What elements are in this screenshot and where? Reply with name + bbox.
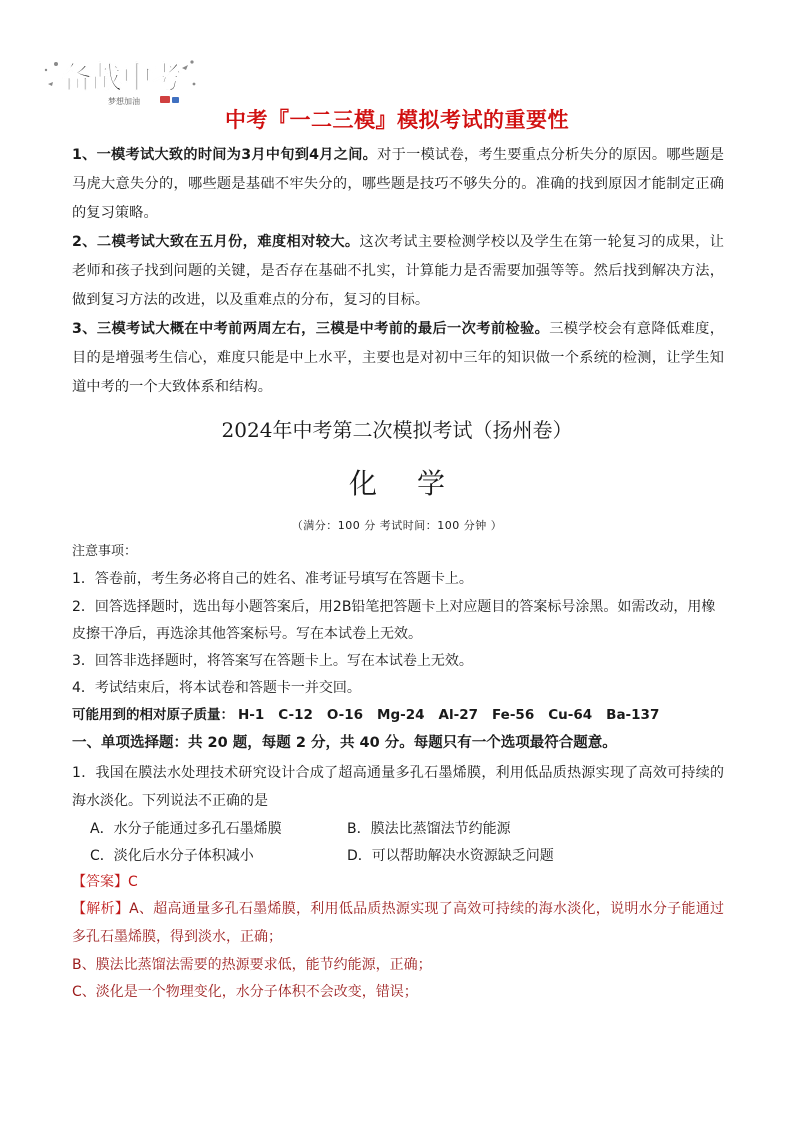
promo-title: 中考『一二三模』模拟考试的重要性: [225, 108, 569, 132]
atomic-mass: Al-27: [438, 707, 478, 723]
promo-item-lead: 1、一模考试大致的时间为3月中旬到4月之间。: [72, 147, 378, 163]
analysis-text: A、超高通量多孔石墨烯膜，利用低品质热源实现了高效可持续的海水淡化，说明水分子能通过多孔石墨烯膜，得到淡水，正确；: [72, 901, 725, 945]
note-item: 2．回答选择题时，选出每小题答案后，用2B铅笔把答题卡上对应题目的答案标号涂黑。如需改动，用橡: [72, 599, 716, 615]
exam-title: 2024年中考第二次模拟考试（扬州卷）: [221, 418, 573, 442]
atomic-mass: H-1: [238, 707, 265, 723]
exam-meta: （满分：100 分 考试时间：100 分钟 ）: [291, 519, 503, 532]
analysis-line: C、淡化是一个物理变化，水分子体积不会改变，错误；: [72, 984, 418, 1000]
atomic-mass: Cu-64: [548, 707, 593, 723]
atomic-mass: O-16: [326, 707, 364, 723]
section-heading-text: 选项最符合题意。: [500, 735, 617, 751]
section-heading: [72, 733, 732, 753]
atomic-masses: [72, 705, 732, 725]
section-heading-emphasis: 一个: [471, 735, 501, 751]
option-b: B．膜法比蒸馏法节约能源: [347, 821, 511, 837]
note-item: 4．考试结束后，将本试卷和答题卡一并交回。: [72, 680, 361, 696]
option-a: A．水分子能通过多孔石墨烯膜: [90, 821, 282, 837]
exam-subject-char: 化: [348, 467, 377, 500]
note-item: 皮擦干净后，再选涂其他答案标号。写在本试卷上无效。: [72, 626, 422, 642]
promo-item-lead: 2、二模考试大致在五月份，难度相对较大。: [72, 234, 360, 250]
notes-heading: 注意事项：: [72, 544, 138, 559]
logo-caption: 梦想加油: [108, 97, 140, 106]
option-c: C．淡化后水分子体积减小: [90, 848, 254, 864]
atomic-mass: Ba-137: [606, 707, 660, 723]
analysis-line: B、膜法比蒸馏法需要的热源要求低，能节约能源，正确；: [72, 957, 432, 973]
atomic-mass: Mg-24: [377, 707, 425, 723]
promo-item-2: [72, 228, 724, 315]
atomic-mass: Fe-56: [492, 707, 535, 723]
logo-text: 备战中考: [62, 61, 182, 96]
promo-item-body: 对于一模试卷，考生要重点分析失分的原因。哪些题是马虎大意失分的，哪些题是基础不牢失分的，哪些题是技巧不够失分的。准确的找到原因才能制定正确的复习策略。: [72, 147, 724, 221]
note-item: 1．答卷前，考生务必将自己的姓名、准考证号填写在答题卡上。: [72, 571, 473, 587]
answer-tag: 【答案】: [72, 874, 128, 890]
logo-graphic: [42, 54, 202, 110]
promo-item-3: [72, 315, 724, 402]
exam-subject: [0, 462, 794, 502]
exam-subject-char: 学: [417, 467, 446, 500]
promo-item-lead: 3、三模考试大概在中考前两周左右，三模是中考前的最后一次考前检验。: [72, 321, 550, 337]
logo: [42, 54, 202, 110]
promo-item-1: [72, 141, 724, 228]
section-heading-text: 一、单项选择题：共 20 题，每题 2 分，共 40 分。每题只有: [72, 735, 472, 751]
analysis-tag: 【解析】: [72, 901, 130, 917]
option-d: D．可以帮助解决水资源缺乏问题: [347, 848, 554, 864]
answer-value: C: [128, 874, 138, 890]
promo-item-body: 这次考试主要检测学校以及学生在第一轮复习的成果，让老师和孩子找到问题的关键，是否存在基础不扎实，计算能力是否需要加强等等。然后找到解决方法，做到复习方法的改进，以及重难点的分布，复习的目标。: [72, 234, 724, 308]
analysis-line: [72, 895, 724, 951]
atomic-mass: C-12: [278, 707, 313, 723]
promo-item-body: 三模学校会有意降低难度，目的是增强考生信心，难度只能是中上水平，主要也是对初中三年的知识做一个系统的检测，让学生知道中考的一个大致体系和结构。: [72, 321, 724, 395]
atomic-masses-label: 可能用到的相对原子质量：: [72, 707, 234, 723]
answer-line: [72, 872, 732, 892]
note-item: 3．回答非选择题时，将答案写在答题卡上。写在本试卷上无效。: [72, 653, 473, 669]
question-stem: 1．我国在膜法水处理技术研究设计合成了超高通量多孔石墨烯膜，利用低品质热源实现了高效可持续的海水淡化。下列说法不正确的是: [72, 765, 724, 809]
